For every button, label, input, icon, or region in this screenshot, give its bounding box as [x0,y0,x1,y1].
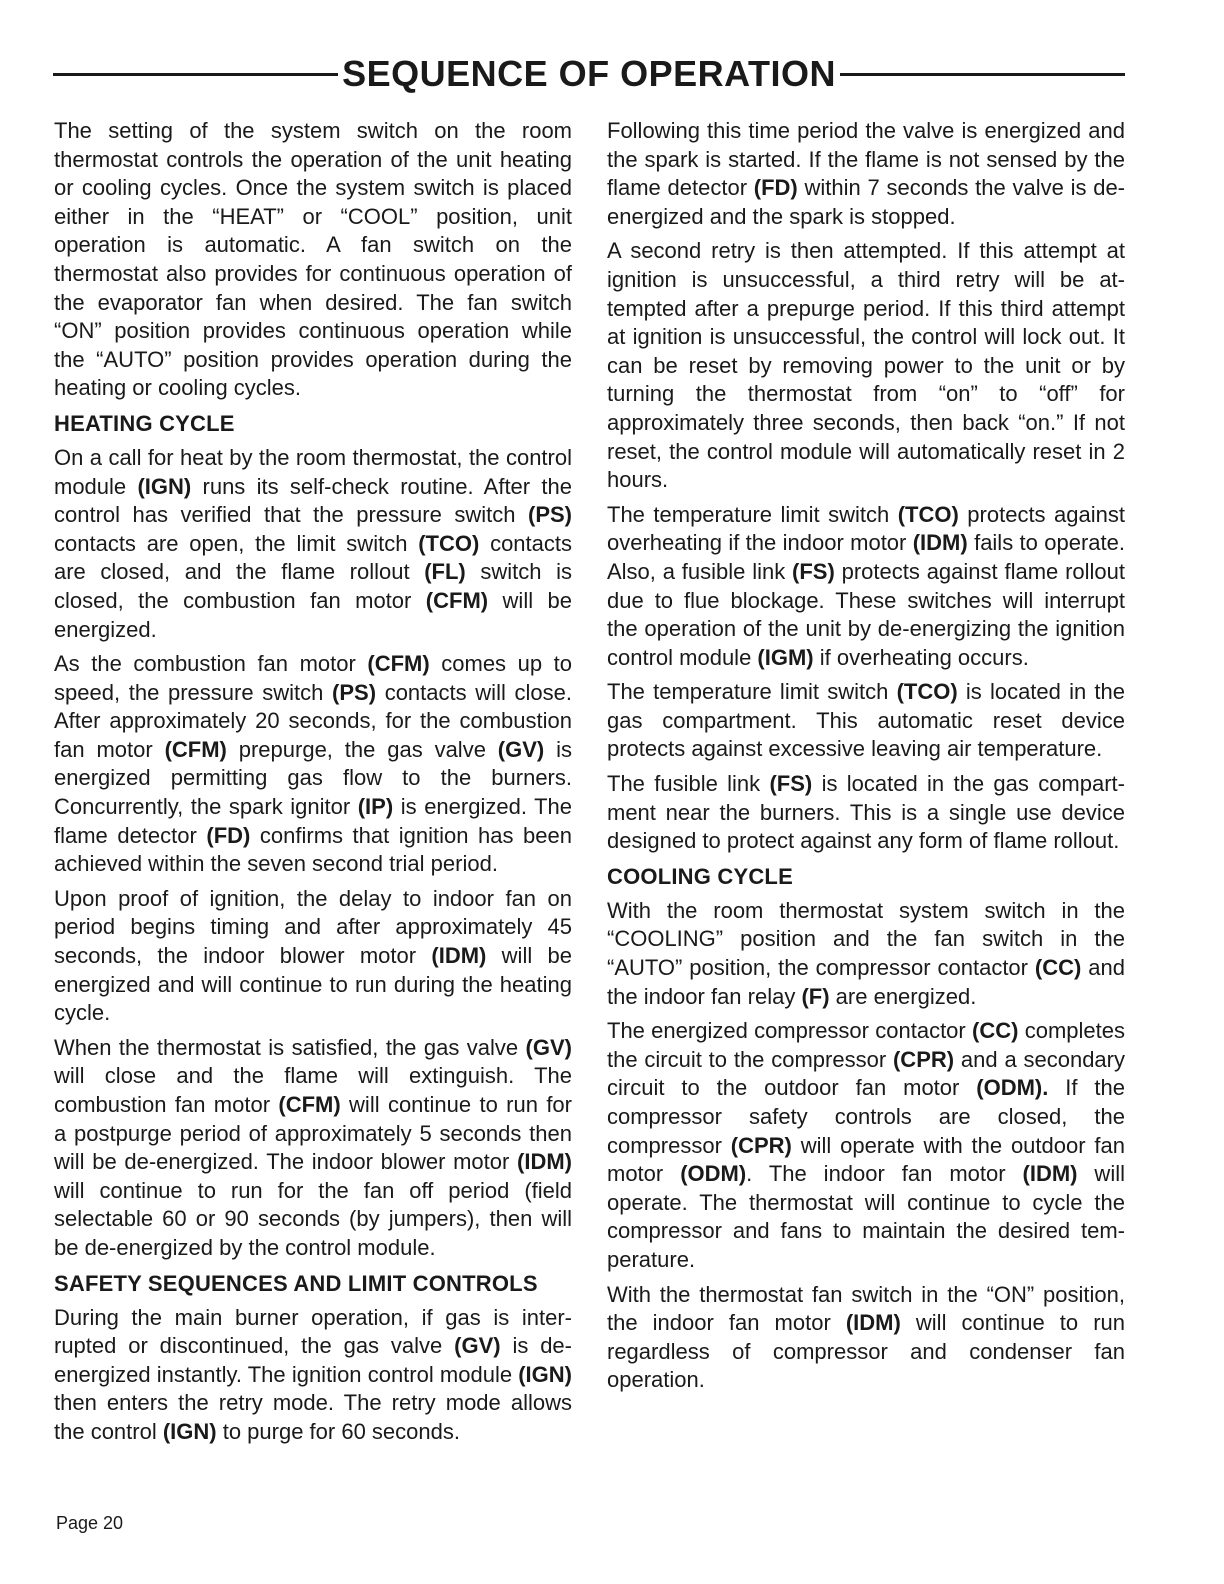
text-run: On a call for heat by the room thermostat, the control module [54,444,572,499]
component-code: (FL) [424,559,466,585]
left-paragraph [54,444,572,644]
component-code: (IGM) [757,644,814,670]
component-code: (PS) [528,502,572,528]
right-paragraph [607,1281,1125,1395]
component-code: (GV) [497,736,545,762]
page-number: Page 20 [56,1513,124,1533]
component-code: (IP) [357,794,394,820]
component-code: (TCO) [897,501,959,527]
right-column [607,117,1125,1401]
component-code: (TCO) [418,530,480,556]
text-run: then enters the retry mode. The retry mode allows the control [54,1390,572,1444]
component-code: (CC) [1034,955,1082,981]
text-run: to purge for 60 seconds. [216,1418,460,1444]
text-run: completes the circuit to the compressor [607,1018,1125,1072]
component-code: (IGN) [137,473,192,499]
left-paragraph [54,885,572,1028]
left-paragraph [54,650,572,879]
left-heading: HEATING CYCLE [54,410,235,436]
component-code: (CC) [972,1018,1019,1044]
text-run: contacts are open, the limit switch [54,530,419,556]
right-heading: COOLING CYCLE [607,863,793,889]
text-run: is energized. The flame detector [54,794,572,848]
component-code: (ODM) [680,1161,747,1187]
text-run: protects against overheating if the indoor motor [607,501,1125,556]
text-run: Upon proof of ignition, the delay to indoor fan on period begins timing and after approximately 45 seconds, the indoor blower motor [54,885,572,969]
component-code: (GV) [525,1034,572,1060]
component-code: (CFM) [367,651,430,677]
text-run: . The indoor fan motor [746,1161,1023,1187]
text-run: and the indoor fan relay [607,955,1125,1009]
text-run: prepurge, the gas valve [226,736,498,762]
right-paragraph [607,770,1125,856]
text-run: protects against flame rollout due to flue blockage. These switches will interrupt the operation of the unit by de-energizing the ignition control module [607,558,1125,670]
left-heading: SAFETY SEQUENCES AND LIMIT CONTROLS [54,1270,538,1296]
text-run: switch is closed, the combustion fan motor [54,559,572,613]
text-run: comes up to speed, the pressure switch [54,651,573,705]
text-run: The fusible link [607,771,770,797]
component-code: (IDM) [517,1149,572,1175]
title-row [53,50,1125,98]
page-title: SEQUENCE OF OPERATION [342,53,836,94]
component-code: (TCO) [896,679,958,705]
right-paragraph [607,897,1125,1011]
text-run: is located in the gas compartment. This automatic reset device protects against excessive leaving air temperature. [607,679,1125,762]
text-run: The energized compressor contactor [607,1018,973,1044]
component-code: (IDM) [431,943,487,969]
component-code: (CPR) [730,1132,792,1158]
component-code: (CFM) [278,1092,341,1117]
component-code: (CFM) [425,587,489,613]
text-run: The temperature limit switch [607,501,898,527]
text-run: if overheating occurs. [813,644,1029,670]
component-code: (IDM) [845,1310,901,1336]
text-run: When the thermostat is satisfied, the gas valve [54,1034,526,1060]
text-run: is energized permitting gas flow to the burners. Concurrently, the spark ignitor [54,736,573,820]
text-run: and a secondary circuit to the outdoor fan motor [607,1046,1125,1101]
component-code: (FS) [769,771,813,797]
right-paragraph [607,117,1125,231]
right-paragraph [607,501,1125,673]
right-paragraph [607,678,1125,764]
left-paragraph [54,117,572,403]
text-run: contacts will close. After approximately 20 seconds, for the combustion fan motor [54,679,572,762]
left-paragraph [54,1304,572,1447]
component-code: (IGN) [518,1361,572,1387]
text-run: The temperature limit switch [607,679,897,705]
title-rule-right [840,73,1125,76]
title-rule-left [53,73,338,76]
component-code: (ODM). [976,1075,1049,1101]
text-run: will continue to run regardless of compressor and condenser fan operation. [607,1310,1125,1393]
component-code: (IDM) [912,530,968,556]
component-code: (GV) [454,1333,501,1359]
text-run: With the thermostat fan switch in the “ON” position, the indoor fan motor [607,1281,1125,1336]
component-code: (F) [801,983,830,1009]
component-code: (PS) [332,679,377,705]
component-code: (CFM) [164,736,227,762]
component-code: (FS) [792,558,835,584]
text-run: During the main burner operation, if gas is interrupted or discontinued, the gas valve [54,1304,572,1359]
text-run: will be energized. [54,587,573,642]
text-run: With the room thermostat system switch in the “COOLING” position and the fan switch in the “AUTO” position, the compressor contactor [607,897,1125,981]
text-run: The setting of the system switch on the room thermostat controls the operation of the unit heating or cooling cycles. Once the system switch is placed either in the “HEAT” or “COOL” position, unit operation is automatic. A fan switch on the thermostat also provides for continuous operation of the evaporator fan when desired. The fan switch “ON” position provides continuous operation while the “AUTO” position provides operation during the heating or cooling cycles. [54,118,572,401]
component-code: (IDM) [1022,1161,1078,1187]
component-code: (FD) [206,822,251,848]
text-run: within 7 seconds the valve is de-energized and the spark is stopped. [607,175,1125,229]
text-run: is located in the gas compartment near the burners. This is a single use device designed to protect against any form of flame rollout. [607,771,1125,854]
left-paragraph [54,1034,572,1263]
text-run: will continue to run for the fan off period (field selectable 60 or 90 seconds (by jumpers), then will be de-energized by the control module. [54,1177,572,1260]
text-run: are energized. [829,983,977,1009]
text-run: confirms that ignition has been achieved within the seven second trial period. [54,822,572,877]
text-run: is de-energized instantly. The ignition control module [54,1333,572,1387]
text-run: As the combustion fan motor [54,651,368,677]
component-code: (CPR) [892,1046,955,1072]
text-run: fails to operate. Also, a fusible link [607,530,1125,584]
text-run: Following this time period the valve is energized and the spark is started. If the flame is not sensed by the flame detector [607,118,1125,201]
text-run: will operate. The thermostat will continue to cycle the compressor and fans to maintain the desired temperature. [607,1161,1125,1272]
text-run: A second retry is then attempted. If this attempt at ignition is unsuccessful, a third retry will be attempted after a prepurge period. If this third attempt at ignition is unsuccessful, the control will lock out. It can be reset by removing power to the unit or by turning the thermostat from “on” to “off” for approximately three seconds, then back “on.” If not reset, the control module will automatically reset in 2 hours. [607,238,1125,493]
left-column [54,117,572,1453]
text-run: will close and the flame will extinguish. The combustion fan motor [54,1063,572,1117]
component-code: (IGN) [162,1418,217,1444]
text-run: runs its self-check routine. After the control has verified that the pressure switch [54,473,572,528]
right-paragraph [607,237,1125,494]
right-paragraph [607,1017,1125,1274]
text-run: will operate with the outdoor fan motor [607,1132,1125,1187]
component-code: (FD) [753,175,798,201]
text-run: contacts are closed, and the flame rollout [54,530,572,585]
text-run: will be energized and will continue to run during the heating cycle. [54,943,572,1026]
text-run: If the compressor safety controls are closed, the compressor [607,1075,1125,1158]
text-run: will continue to run for a postpurge period of approximately 5 seconds then will be de-energized. The indoor blower motor [54,1092,572,1175]
